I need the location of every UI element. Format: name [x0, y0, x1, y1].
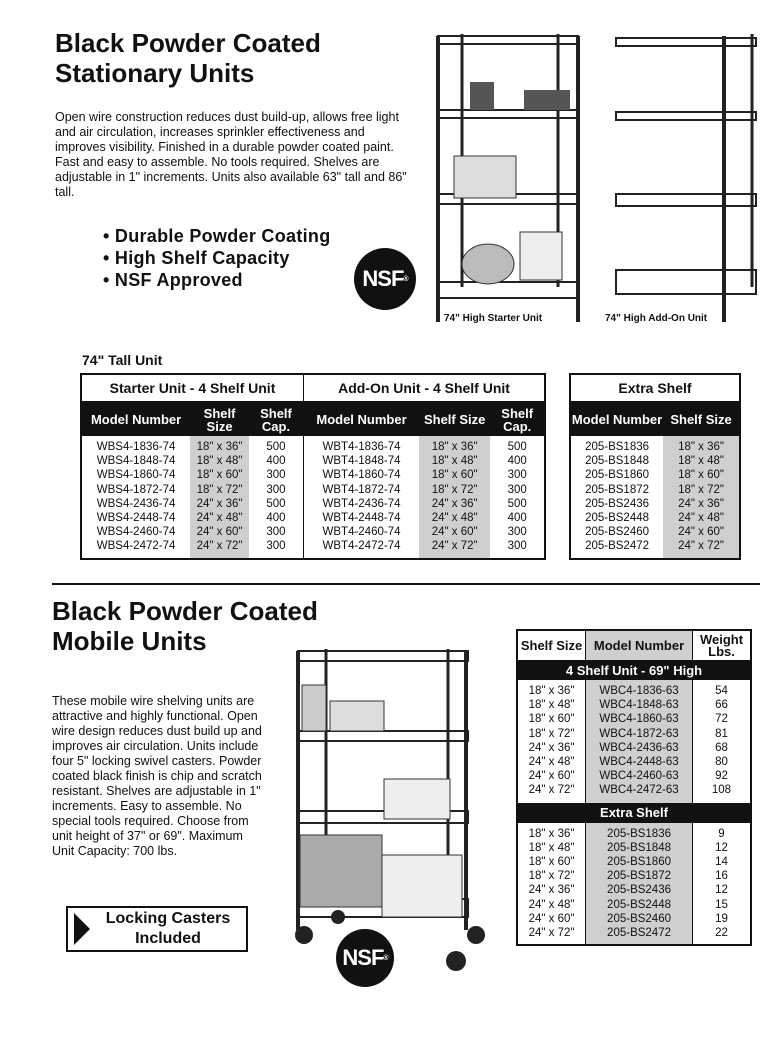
size-cell: 18" x 60": [663, 468, 740, 482]
table-row: [517, 741, 751, 755]
starter-model-cell: WBS4-2472-74: [96, 540, 176, 553]
weight-cell: 66: [692, 698, 751, 712]
band-extra: Extra Shelf: [517, 803, 751, 823]
col-cap: Shelf Cap.: [490, 402, 545, 436]
table-row: [570, 497, 740, 511]
weight-cell: 15: [692, 898, 751, 912]
size-cell: 24" x 36": [190, 497, 249, 511]
capacity-cell: 300: [507, 540, 527, 553]
starter-model-cell: WBS4-2436-74: [96, 497, 176, 510]
addon-unit-caption: 74" High Add-On Unit: [605, 313, 708, 324]
size-cell: 18" x 60": [517, 712, 586, 726]
table-row: [81, 539, 545, 553]
weight-cell: 12: [692, 883, 751, 897]
model-cell: 205-BS1848: [586, 841, 693, 855]
table-row: [517, 841, 751, 855]
table-row: [81, 483, 545, 497]
mobile-unit-table: [516, 629, 752, 946]
model-cell: 205-BS2472: [586, 926, 693, 940]
size-cell: 24" x 48": [517, 755, 586, 769]
table-row: [81, 525, 545, 539]
size-cell: 18" x 60": [190, 468, 249, 482]
model-cell: 205-BS1836: [586, 823, 693, 841]
size-cell: 18" x 60": [517, 855, 586, 869]
size-cell: 24" x 48": [190, 511, 249, 525]
weight-cell: 54: [692, 680, 751, 698]
capacity-cell: 300: [266, 540, 286, 553]
starter-model-cell: WBS4-1860-74: [96, 469, 176, 482]
starter-unit-image: [432, 32, 584, 324]
size-cell: 24" x 60": [190, 525, 249, 539]
col-model: Model Number: [304, 402, 419, 436]
capacity-cell: 500: [507, 497, 527, 510]
starter-group-title: Starter Unit - 4 Shelf Unit: [81, 374, 304, 402]
size-cell: 24" x 48": [517, 898, 586, 912]
table-row: [570, 511, 740, 525]
capacity-cell: 300: [507, 526, 527, 539]
col-cap: Shelf Cap.: [249, 402, 304, 436]
model-cell: 205-BS2436: [586, 883, 693, 897]
size-cell: 18" x 48": [517, 698, 586, 712]
size-cell: 24" x 60": [517, 769, 586, 783]
weight-cell: 81: [692, 727, 751, 741]
weight-cell: 14: [692, 855, 751, 869]
col-size: Shelf Size: [419, 402, 490, 436]
capacity-cell: 300: [507, 469, 527, 482]
size-cell: 24" x 60": [663, 525, 740, 539]
extra-model-cell: 205-BS1836: [585, 441, 650, 453]
capacity-cell: 400: [507, 455, 527, 468]
stationary-description: Open wire construction reduces dust build-up, allows free light and air circulation, increases sprinkler effectiveness and improves visibility. Finished in a durable powder coated paint. Fast and easy to assemble. No tools required. Shelves are adjustable in 1" increments. Units also available 63" tall and 86" tall.: [55, 110, 407, 199]
size-cell: 24" x 72": [190, 539, 249, 553]
addon-group-title: Add-On Unit - 4 Shelf Unit: [304, 374, 545, 402]
extra-model-cell: 205-BS1848: [585, 455, 650, 468]
capacity-cell: 300: [266, 483, 286, 496]
weight-cell: 9: [692, 823, 751, 841]
size-cell: 24" x 48": [419, 511, 490, 525]
capacity-cell: 500: [266, 497, 286, 510]
mobile-description: These mobile wire shelving units are attractive and highly functional. Open wire design reduces dust build up and improves air circulation. Units include four 5" locking swivel casters. Powder coated black finish is chip and scratch resistant. Shelves are adjustable in 1" increments. Easy to assemble. No special tools required. Choose from unit height of 37" or 69". Maximum Unit Capacity: 700 lbs.: [52, 694, 262, 858]
extra-model-cell: 205-BS1860: [585, 469, 650, 482]
col-weight: Weight Lbs.: [692, 630, 751, 660]
model-cell: WBC4-1836-63: [586, 680, 693, 698]
starter-model-cell: WBS4-1872-74: [96, 483, 176, 496]
mobile-unit-image: [290, 645, 500, 975]
feature-item: • NSF Approved: [103, 269, 353, 291]
size-cell: 18" x 48": [517, 841, 586, 855]
size-cell: 24" x 60": [517, 912, 586, 926]
size-cell: 18" x 36": [517, 823, 586, 841]
stationary-title: Black Powder Coated Stationary Units: [55, 28, 321, 88]
extra-model-cell: 205-BS2436: [585, 497, 650, 510]
size-cell: 18" x 36": [419, 436, 490, 454]
capacity-cell: 500: [266, 441, 286, 453]
size-cell: 24" x 36": [517, 883, 586, 897]
weight-cell: 19: [692, 912, 751, 926]
feature-list: [103, 225, 353, 291]
capacity-cell: 300: [266, 526, 286, 539]
col-size: Shelf Size: [663, 402, 740, 436]
size-cell: 18" x 72": [517, 869, 586, 883]
table-row: [81, 497, 545, 511]
table-row: [517, 698, 751, 712]
col-model: Model Number: [570, 402, 663, 436]
table-row: [517, 898, 751, 912]
capacity-cell: 400: [266, 512, 286, 525]
starter-model-cell: WBS4-2448-74: [96, 512, 176, 525]
size-cell: 24" x 36": [517, 741, 586, 755]
starter-model-cell: WBS4-2460-74: [96, 526, 176, 539]
model-cell: 205-BS2448: [586, 898, 693, 912]
table-row: [517, 883, 751, 897]
size-cell: 18" x 36": [517, 680, 586, 698]
table-row: [570, 468, 740, 482]
table-row: [570, 454, 740, 468]
capacity-cell: 300: [266, 469, 286, 482]
size-cell: 24" x 48": [663, 511, 740, 525]
table-row: [517, 712, 751, 726]
model-cell: WBC4-1872-63: [586, 727, 693, 741]
size-cell: 24" x 72": [517, 783, 586, 797]
model-cell: WBC4-2472-63: [586, 783, 693, 797]
table-row: [517, 783, 751, 797]
table-row: [517, 912, 751, 926]
extra-model-cell: 205-BS2448: [585, 512, 650, 525]
addon-model-cell: WBT4-2448-74: [304, 511, 419, 525]
weight-cell: 16: [692, 869, 751, 883]
table-row: [517, 769, 751, 783]
extra-model-cell: 205-BS2460: [585, 526, 650, 539]
weight-cell: 12: [692, 841, 751, 855]
model-cell: WBC4-2448-63: [586, 755, 693, 769]
col-model: Model Number: [81, 402, 190, 436]
weight-cell: 108: [692, 783, 751, 797]
size-cell: 24" x 36": [663, 497, 740, 511]
table-row: [81, 511, 545, 525]
feature-item: • High Shelf Capacity: [103, 247, 353, 269]
addon-model-cell: WBT4-1848-74: [304, 454, 419, 468]
model-cell: WBC4-1848-63: [586, 698, 693, 712]
table-row: [81, 454, 545, 468]
weight-cell: 22: [692, 926, 751, 940]
tall-table-heading: 74" Tall Unit: [82, 352, 163, 368]
starter-unit-caption: 74" High Starter Unit: [444, 313, 543, 324]
model-cell: WBC4-2460-63: [586, 769, 693, 783]
extra-model-cell: 205-BS2472: [585, 540, 650, 553]
starter-model-cell: WBS4-1836-74: [96, 441, 176, 453]
capacity-cell: 400: [266, 455, 286, 468]
locking-casters-callout: Locking Casters Included: [66, 906, 248, 952]
size-cell: 24" x 72": [663, 539, 740, 553]
table-row: [517, 755, 751, 769]
col-model: Model Number: [586, 630, 693, 660]
table-row: [570, 483, 740, 497]
table-row: [81, 436, 545, 454]
size-cell: 18" x 72": [419, 483, 490, 497]
size-cell: 18" x 36": [190, 436, 249, 454]
nsf-logo: NSF ®: [354, 248, 416, 310]
table-row: [517, 855, 751, 869]
addon-model-cell: WBT4-1872-74: [304, 483, 419, 497]
feature-item: • Durable Powder Coating: [103, 225, 353, 247]
size-cell: 24" x 72": [419, 539, 490, 553]
table-row: [81, 468, 545, 482]
table-row: [517, 926, 751, 940]
tall-unit-table: [80, 373, 546, 560]
section-divider: [52, 583, 760, 585]
model-cell: 205-BS1872: [586, 869, 693, 883]
addon-model-cell: WBT4-2472-74: [304, 539, 419, 553]
size-cell: 18" x 72": [190, 483, 249, 497]
model-cell: WBC4-1860-63: [586, 712, 693, 726]
size-cell: 18" x 72": [517, 727, 586, 741]
capacity-cell: 300: [507, 483, 527, 496]
addon-model-cell: WBT4-1836-74: [304, 436, 419, 454]
extra-model-cell: 205-BS1872: [585, 483, 650, 496]
size-cell: 18" x 72": [663, 483, 740, 497]
table-row: [570, 525, 740, 539]
band-unit: 4 Shelf Unit - 69" High: [517, 660, 751, 680]
size-cell: 18" x 48": [190, 454, 249, 468]
col-size: Shelf Size: [190, 402, 249, 436]
starter-model-cell: WBS4-1848-74: [96, 455, 176, 468]
mobile-title: Black Powder Coated Mobile Units: [52, 596, 318, 656]
capacity-cell: 500: [507, 441, 527, 453]
nsf-logo: NSF ®: [336, 929, 394, 987]
weight-cell: 68: [692, 741, 751, 755]
addon-model-cell: WBT4-1860-74: [304, 468, 419, 482]
addon-unit-image: [612, 32, 760, 324]
weight-cell: 80: [692, 755, 751, 769]
extra-shelf-table: [569, 373, 741, 560]
table-row: [517, 869, 751, 883]
size-cell: 18" x 60": [419, 468, 490, 482]
table-row: [517, 727, 751, 741]
size-cell: 18" x 48": [419, 454, 490, 468]
weight-cell: 92: [692, 769, 751, 783]
model-cell: WBC4-2436-63: [586, 741, 693, 755]
capacity-cell: 400: [507, 512, 527, 525]
model-cell: 205-BS2460: [586, 912, 693, 926]
addon-model-cell: WBT4-2436-74: [304, 497, 419, 511]
table-row: [570, 539, 740, 553]
weight-cell: 72: [692, 712, 751, 726]
table-row: [517, 680, 751, 698]
arrow-icon: [74, 913, 90, 945]
extra-group-title: Extra Shelf: [570, 374, 740, 402]
addon-model-cell: WBT4-2460-74: [304, 525, 419, 539]
size-cell: 24" x 72": [517, 926, 586, 940]
table-row: [517, 823, 751, 841]
col-size: Shelf Size: [517, 630, 586, 660]
table-row: [570, 436, 740, 454]
size-cell: 18" x 36": [663, 436, 740, 454]
size-cell: 24" x 60": [419, 525, 490, 539]
size-cell: 24" x 36": [419, 497, 490, 511]
model-cell: 205-BS1860: [586, 855, 693, 869]
size-cell: 18" x 48": [663, 454, 740, 468]
